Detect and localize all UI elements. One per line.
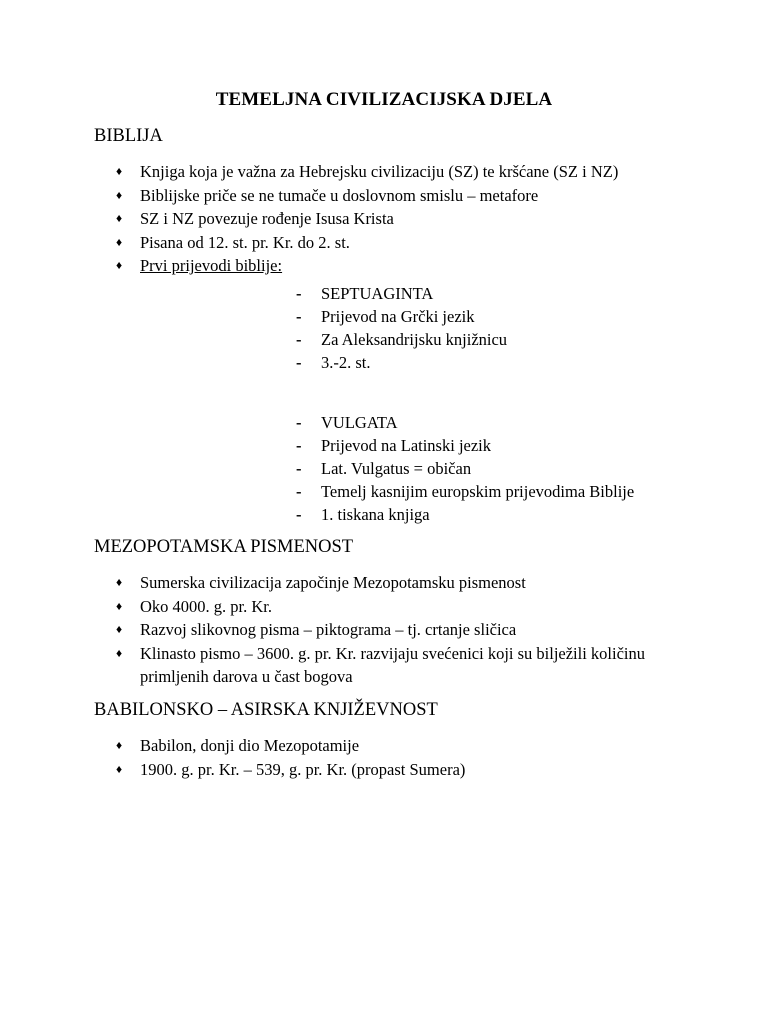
dash-item-text: 3.-2. st. <box>321 353 371 372</box>
diamond-bullet-icon: ♦ <box>116 645 123 660</box>
dash-item <box>296 480 741 503</box>
list-item-text: Biblijske priče se ne tumače u doslovnom smislu – metafore <box>140 185 539 205</box>
list-item-text: Prvi prijevodi biblije: <box>140 256 283 275</box>
section-heading-babilonsko-asirska-knjizevnost: BABILONSKO – ASIRSKA KNJIŽEVNOST <box>94 700 438 720</box>
dash-item <box>296 351 741 374</box>
biblija-bullet-list <box>116 160 680 278</box>
dash-item <box>296 328 741 351</box>
dash-bullet-icon: - <box>296 413 302 432</box>
diamond-bullet-icon: ♦ <box>116 187 123 202</box>
list-item-text: Klinasto pismo – 3600. g. pr. Kr. razvijaju svećenici koji su bilježili količinu primljenih darova u čast bogova <box>140 643 646 686</box>
dash-item-text: Prijevod na Grčki jezik <box>321 307 475 326</box>
list-item-text: 1900. g. pr. Kr. – 539, g. pr. Kr. (propast Sumera) <box>140 759 466 779</box>
list-item <box>116 160 680 184</box>
list-item-text: Oko 4000. g. pr. Kr. <box>140 596 272 616</box>
dash-bullet-icon: - <box>296 307 302 326</box>
dash-item <box>296 503 741 526</box>
list-item-text: Knjiga koja je važna za Hebrejsku civilizaciju (SZ) te kršćane (SZ i NZ) <box>140 162 619 181</box>
dash-bullet-icon: - <box>296 330 302 349</box>
diamond-bullet-icon: ♦ <box>116 761 123 776</box>
list-item-text: Pisana od 12. st. pr. Kr. do 2. st. <box>140 232 350 252</box>
dash-item-text: SEPTUAGINTA <box>321 284 434 303</box>
dash-item <box>296 282 741 305</box>
dash-item <box>296 305 741 328</box>
list-item <box>116 184 680 208</box>
diamond-bullet-icon: ♦ <box>116 234 123 249</box>
list-item-text: Babilon, donji dio Mezopotamije <box>140 736 360 755</box>
list-item <box>116 734 680 758</box>
dash-item <box>296 457 741 480</box>
vulgata-dash-list <box>296 411 741 526</box>
dash-item-text: Lat. Vulgatus = običan <box>321 459 472 478</box>
dash-item-text: VULGATA <box>321 413 398 432</box>
list-item <box>116 595 680 619</box>
dash-item <box>296 411 741 434</box>
list-item-text: Razvoj slikovnog pisma – piktograma – tj. crtanje sličica <box>140 620 517 639</box>
list-item <box>116 618 680 642</box>
diamond-bullet-icon: ♦ <box>116 622 123 636</box>
diamond-bullet-icon: ♦ <box>116 258 123 272</box>
page-title: TEMELJNA CIVILIZACIJSKA DJELA <box>215 89 553 110</box>
diamond-bullet-icon: ♦ <box>116 575 123 589</box>
diamond-bullet-icon: ♦ <box>116 598 123 613</box>
diamond-bullet-icon: ♦ <box>116 738 123 752</box>
diamond-bullet-icon: ♦ <box>116 164 123 178</box>
dash-item-text: Za Aleksandrijsku knjižnicu <box>321 330 508 349</box>
dash-bullet-icon: - <box>296 284 302 303</box>
septuaginta-dash-list <box>296 282 741 374</box>
list-item <box>116 207 680 231</box>
list-item <box>116 254 680 278</box>
list-item <box>116 231 680 255</box>
list-item-text: Sumerska civilizacija započinje Mezopotamsku pismenost <box>140 573 526 592</box>
dash-bullet-icon: - <box>296 482 302 501</box>
list-item <box>116 571 680 595</box>
section-heading-biblija: BIBLIJA <box>94 126 163 146</box>
dash-bullet-icon: - <box>296 459 302 478</box>
dash-item <box>296 434 741 457</box>
section-heading-mezopotamska-pismenost: MEZOPOTAMSKA PISMENOST <box>94 537 354 557</box>
dash-bullet-icon: - <box>296 353 302 372</box>
diamond-bullet-icon: ♦ <box>116 211 123 225</box>
list-item <box>116 758 680 782</box>
mezopotamska-bullet-list <box>116 571 680 689</box>
babilonsko-bullet-list <box>116 734 680 781</box>
list-item <box>116 642 680 689</box>
dash-item-text: Temelj kasnijim europskim prijevodima Biblije <box>321 482 635 501</box>
dash-item-text: Prijevod na Latinski jezik <box>321 436 492 455</box>
dash-bullet-icon: - <box>296 436 302 455</box>
list-item-text: SZ i NZ povezuje rođenje Isusa Krista <box>140 209 394 228</box>
dash-item-text: 1. tiskana knjiga <box>321 505 430 524</box>
dash-bullet-icon: - <box>296 505 302 524</box>
